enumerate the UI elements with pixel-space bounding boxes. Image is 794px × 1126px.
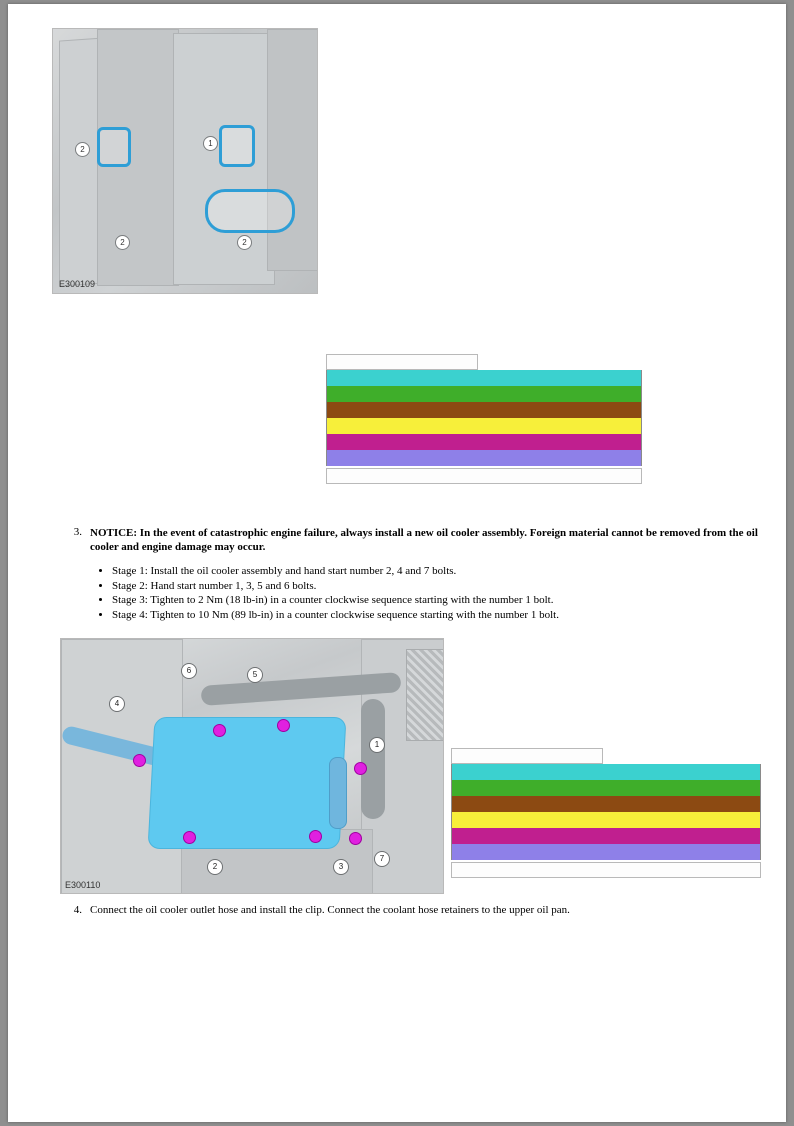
callout-marker: 2 <box>207 859 223 875</box>
oil-cooler-tube <box>329 757 347 829</box>
bolt-marker <box>354 762 367 775</box>
color-table-1-footer <box>326 468 642 484</box>
step-3-number: 3. <box>73 526 82 538</box>
color-row <box>326 418 642 434</box>
step-3-bullet: • Stage 4: Tighten to 10 Nm (89 lb-in) in a counter clockwise sequence starting with the number 1 bolt. <box>112 608 764 623</box>
color-row <box>451 844 761 860</box>
step-3-bullet: • Stage 1: Install the oil cooler assembly and hand start number 2, 4 and 7 bolts. <box>112 564 764 579</box>
bolt-marker <box>133 754 146 767</box>
color-row <box>451 796 761 812</box>
color-row <box>451 780 761 796</box>
figure1-code-label: E300109 <box>59 279 96 289</box>
step-4-number: 4. <box>73 904 82 916</box>
color-table-1-header <box>326 354 478 370</box>
callout-marker: 2 <box>75 142 90 157</box>
callout-marker: 4 <box>109 696 125 712</box>
engine-block-part <box>267 29 318 271</box>
highlighted-port <box>219 125 255 167</box>
color-table-1 <box>326 354 642 484</box>
callout-marker: 5 <box>247 667 263 683</box>
bolt-marker <box>349 832 362 845</box>
figure-oil-cooler-install <box>60 638 444 894</box>
document-page <box>8 4 786 1122</box>
step-3-bullet: • Stage 3: Tighten to 2 Nm (18 lb-in) in a counter clockwise sequence starting with the number 1 bolt. <box>112 593 764 608</box>
bolt-marker <box>309 830 322 843</box>
color-row <box>326 386 642 402</box>
step-3-bullet: • Stage 2: Hand start number 1, 3, 5 and 6 bolts. <box>112 579 764 594</box>
highlighted-port <box>205 189 295 233</box>
color-row <box>326 370 642 386</box>
step-3 <box>64 526 764 622</box>
callout-marker: 3 <box>333 859 349 875</box>
color-row <box>326 402 642 418</box>
callout-marker: 2 <box>237 235 252 250</box>
figure-engine-block-holes <box>52 28 318 294</box>
coolant-hose <box>361 699 385 819</box>
figure1-photo <box>53 29 317 293</box>
callout-marker: 1 <box>369 737 385 753</box>
callout-marker: 6 <box>181 663 197 679</box>
figure2-code-label: E300110 <box>65 880 101 890</box>
step-4-text: Connect the oil cooler outlet hose and install the clip. Connect the coolant hose retainers to the upper oil pan. <box>90 904 570 916</box>
color-table-2-rows <box>451 764 761 860</box>
step-3-notice: NOTICE: In the event of catastrophic engine failure, always install a new oil cooler assembly. Foreign material cannot be removed from the oil cooler and engine damage may occur. <box>90 527 758 553</box>
color-table-2 <box>451 748 761 878</box>
step-3-bullet-list <box>112 564 764 622</box>
color-row <box>326 450 642 466</box>
color-row <box>451 764 761 780</box>
color-table-2-header <box>451 748 603 764</box>
heat-shield <box>406 649 444 741</box>
bolt-marker <box>213 724 226 737</box>
color-table-2-footer <box>451 862 761 878</box>
callout-marker: 1 <box>203 136 218 151</box>
bolt-marker <box>277 719 290 732</box>
highlighted-port <box>97 127 131 167</box>
color-table-1-rows <box>326 370 642 466</box>
callout-marker: 2 <box>115 235 130 250</box>
bolt-marker <box>183 831 196 844</box>
step-4 <box>64 904 764 916</box>
color-row <box>326 434 642 450</box>
color-row <box>451 828 761 844</box>
callout-marker: 7 <box>374 851 390 867</box>
figure2-photo <box>61 639 443 893</box>
color-row <box>451 812 761 828</box>
